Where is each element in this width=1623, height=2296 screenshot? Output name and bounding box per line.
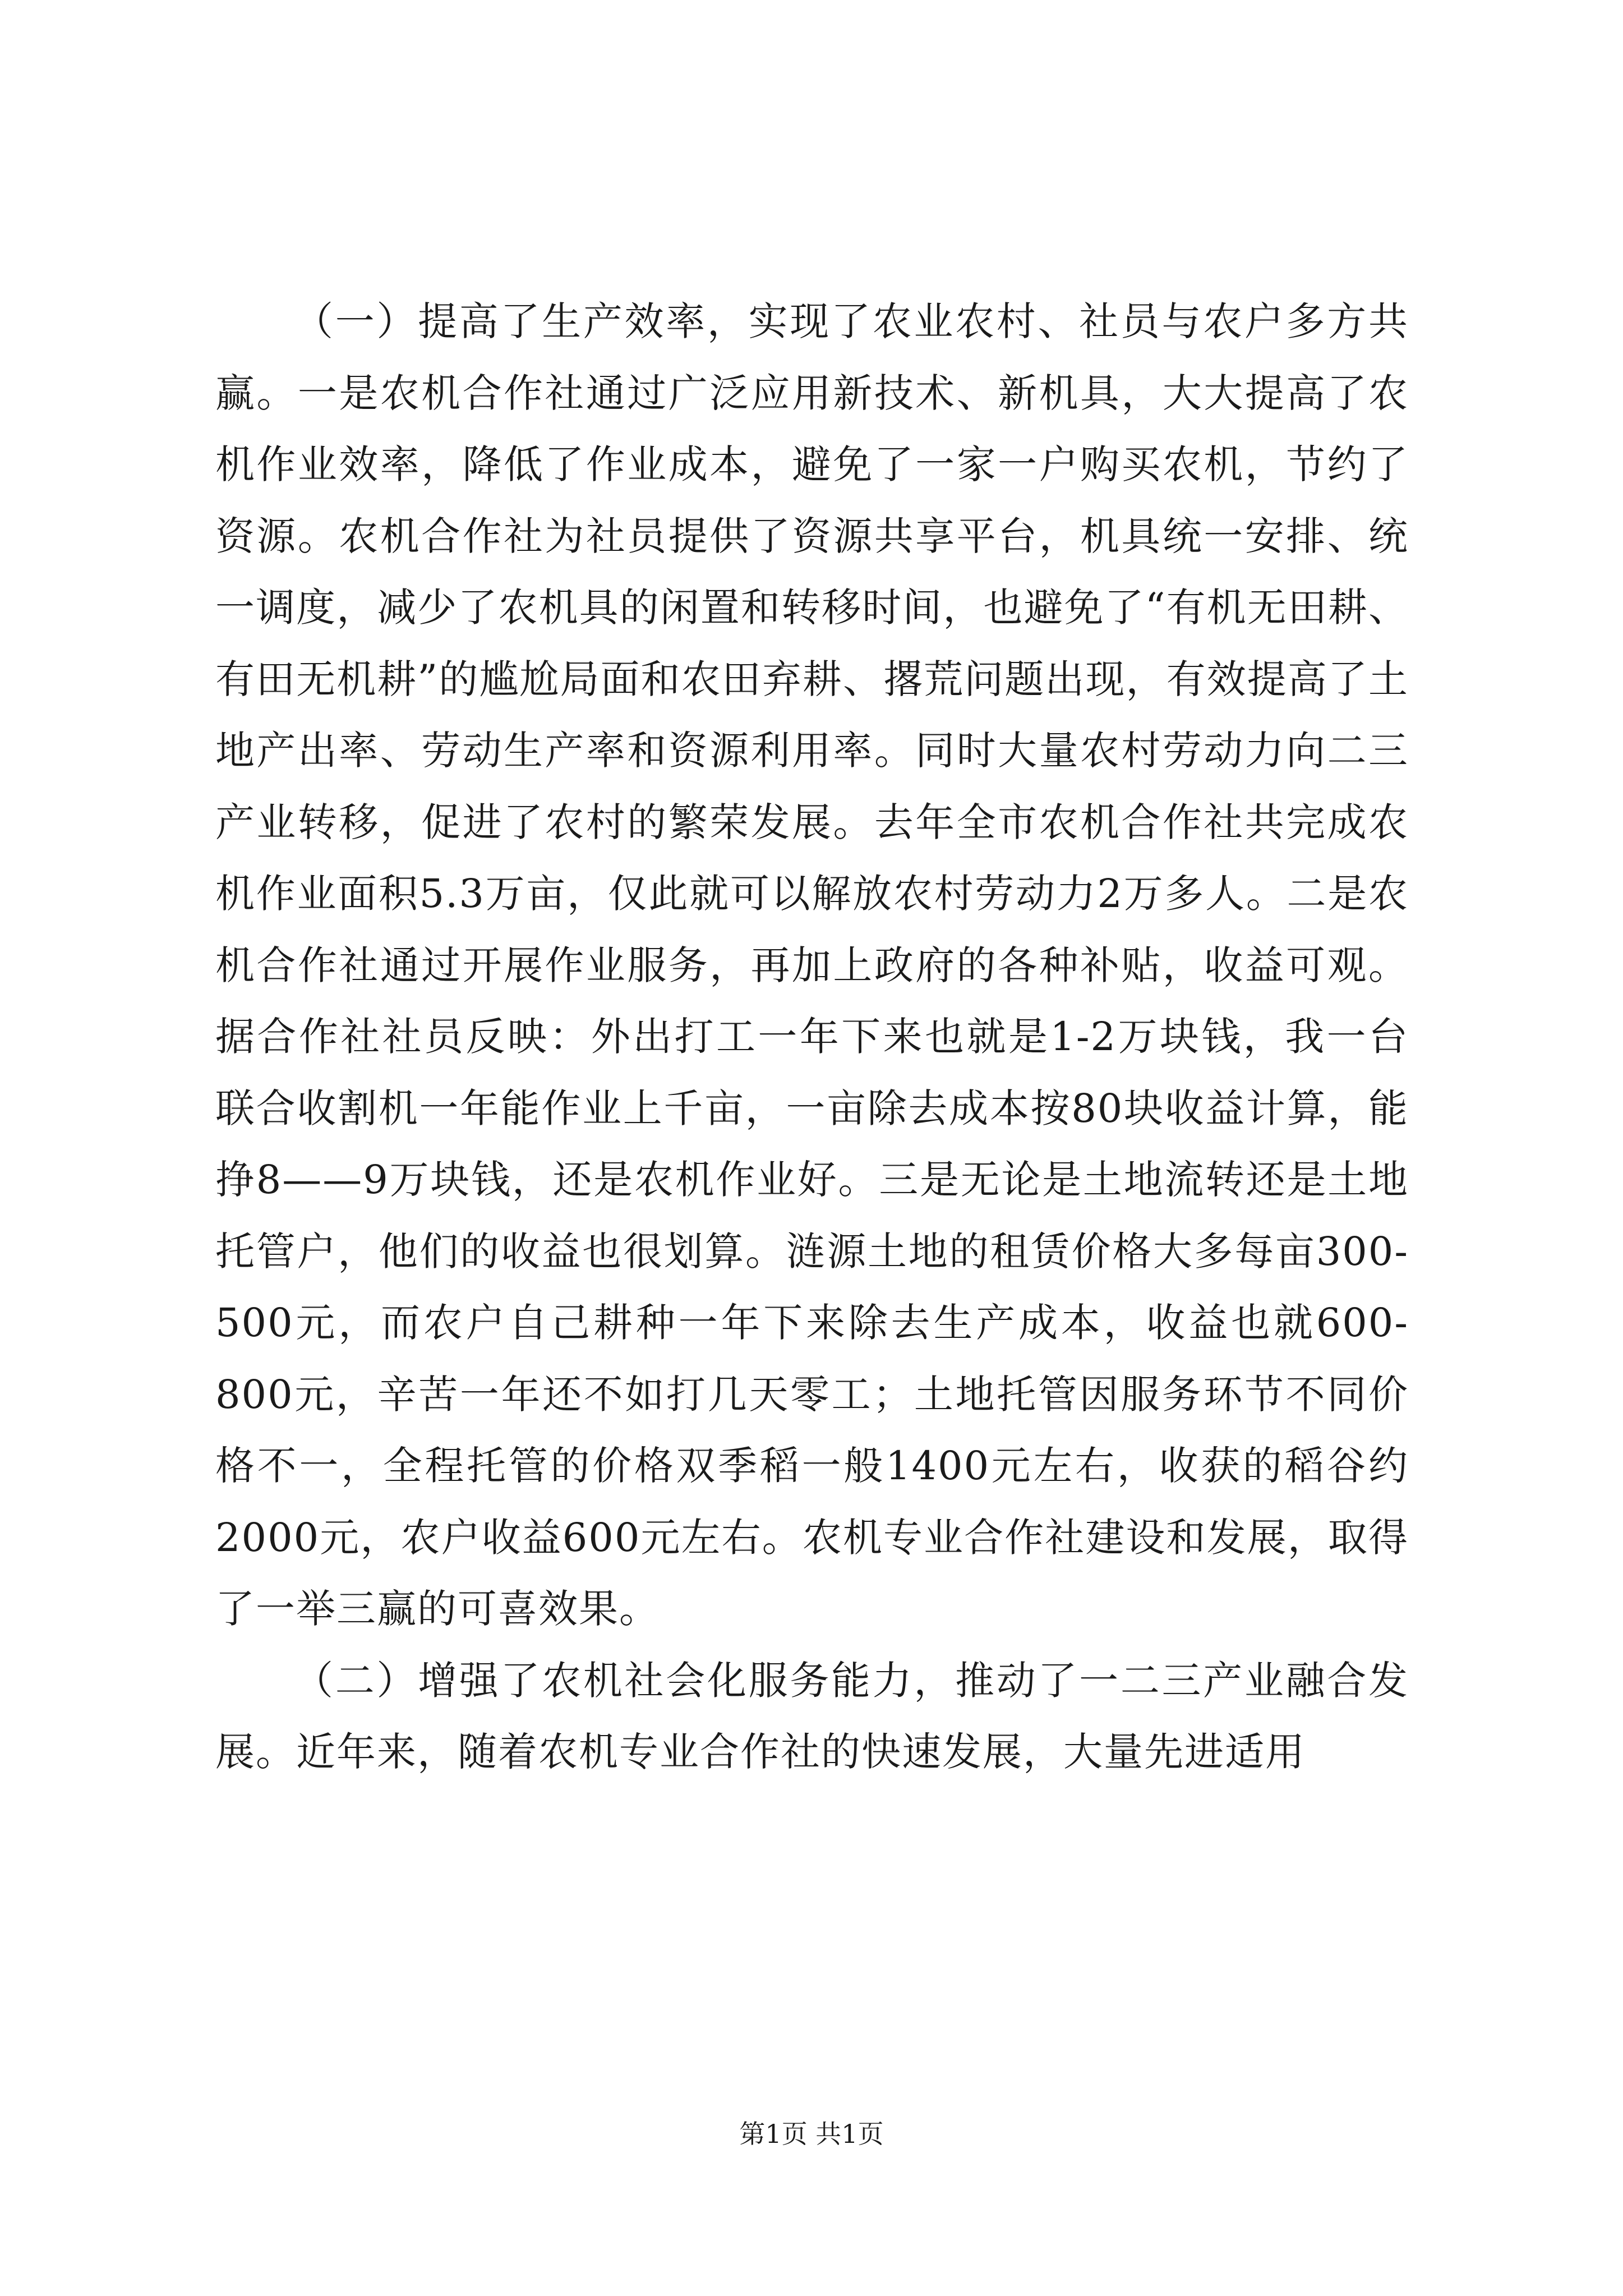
document-body bbox=[215, 286, 1409, 1788]
page-number-footer: 第1页 共1页 bbox=[739, 2119, 884, 2149]
paragraph-2: （二）增强了农机社会化服务能力，推动了一二三产业融合发展。近年来，随着农机专业合作社的快速发展，大量先进适用 bbox=[215, 1657, 1409, 1775]
paragraph-1: （一）提高了生产效率，实现了农业农村、社员与农户多方共赢。一是农机合作社通过广泛应用新技术、新机具，大大提高了农机作业效率，降低了作业成本，避免了一家一户购买农机，节约了资源。农机合作社为社员提供了资源共享平台，机具统一安排、统一调度，减少了农机具的闲置和转移时间，也避免了“有机无田耕、有田无机耕”的尴尬局面和农田弃耕、撂荒问题出现，有效提高了土地产出率、劳动生产率和资源利用率。同时大量农村劳动力向二三产业转移，促进了农村的繁荣发展。去年全市农机合作社共完成农机作业面积5.3万亩，仅此就可以解放农村劳动力2万多人。二是农机合作社通过开展作业服务，再加上政府的各种补贴，收益可观。据合作社社员反映：外出打工一年下来也就是1-2万块钱，我一台联合收割机一年能作业上千亩，一亩除去成本按80块收益计算，能挣8——9万块钱，还是农机作业好。三是无论是土地流转还是土地托管户，他们的收益也很划算。涟源土地的租赁价格大多每亩300-500元，而农户自己耕种一年下来除去生产成本，收益也就600-800元，辛苦一年还不如打几天零工；土地托管因服务环节不同价格不一，全程托管的价格双季稻一般1400元左右，收获的稻谷约2000元，农户收益600元左右。农机专业合作社建设和发展，取得了一举三赢的可喜效果。 bbox=[215, 298, 1409, 1632]
